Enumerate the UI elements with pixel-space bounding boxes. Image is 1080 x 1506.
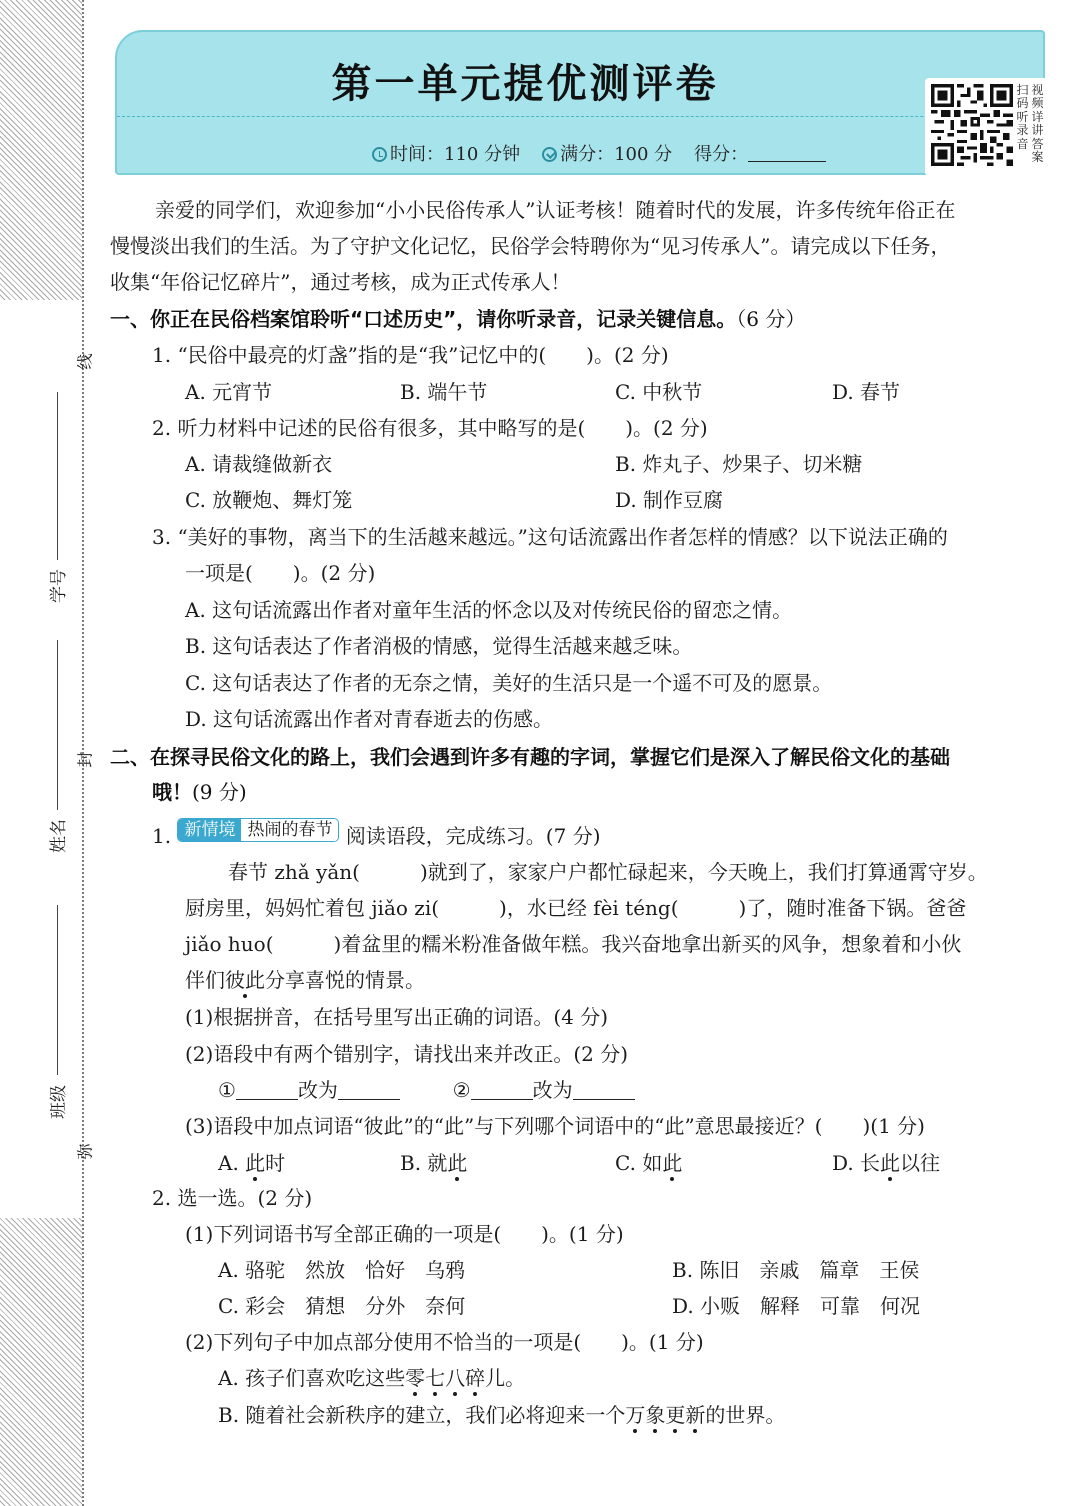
answer-1-marker: ① [218, 1078, 236, 1102]
binding-hatch-bottom [0, 1218, 82, 1506]
s2-q2-sub1-option-d[interactable]: D. 小贩 解释 可靠 何况 [672, 1294, 921, 1318]
binding-hatch-top [0, 0, 82, 300]
dotted-word-bici: 彼此 [225, 968, 265, 992]
sub3-option-c-pre: 如 [642, 1151, 663, 1175]
q1-option-a[interactable]: A. 元宵节 [185, 380, 273, 404]
passage-line-4 [185, 968, 425, 992]
section-1-title: 一、你正在民俗档案馆聆听“口述历史”，请你听录音，记录关键信息。 [110, 307, 737, 331]
sub3-option-d-letter: D. [832, 1151, 854, 1175]
sub3-option-d[interactable] [832, 1151, 940, 1175]
dotted-char: 更 [665, 1403, 686, 1427]
answer-2-correct-blank[interactable] [573, 1082, 635, 1100]
answer-2-marker: ② [452, 1078, 471, 1102]
q2-option-c[interactable]: C. 放鞭炮、舞灯笼 [185, 488, 353, 512]
intro-line-1: 亲爱的同学们，欢迎参加“小小民俗传承人”认证考核！随着时代的发展，许多传统年俗正在 [155, 198, 956, 222]
dotted-char: 八 [445, 1366, 466, 1390]
q1-option-d[interactable]: D. 春节 [832, 380, 901, 404]
passage-line-1: 春节 zhǎ yǎn( )就到了，家家户户都忙碌起来，今天晚上，我们打算通霄守岁。 [228, 860, 988, 884]
dotted-char: 七 [425, 1366, 446, 1390]
sub3-option-c-dotted: 此 [662, 1151, 683, 1175]
sub3-option-d-rest: 以往 [900, 1151, 941, 1175]
sub2-option-a-end: 儿。 [485, 1366, 526, 1390]
sub3-option-c-letter: C. [615, 1151, 636, 1175]
sub2-option-b-end: 的世界。 [705, 1403, 786, 1427]
s2-q1-sub2-answers [218, 1078, 635, 1102]
intro-line-3: 收集“年俗记忆碎片”，通过考核，成为正式传承人！ [110, 270, 571, 294]
q2-option-b[interactable]: B. 炸丸子、炒果子、切米糖 [615, 452, 863, 476]
scenario-tag-label: 新情境 [178, 819, 241, 841]
s2-q2-sub2: (2)下列句子中加点部分使用不恰当的一项是( )。(1 分) [185, 1330, 704, 1354]
sub3-option-b-letter: B. [400, 1151, 422, 1175]
s2-q2-sub1: (1)下列词语书写全部正确的一项是( )。(1 分) [185, 1222, 624, 1246]
binding-mark-feng: 封 [75, 751, 95, 768]
q2-stem: 2. 听力材料中记述的民俗有很多，其中略写的是( )。(2 分) [152, 416, 708, 440]
sub2-option-a-start: A. 孩子们喜欢吃这些 [218, 1366, 406, 1390]
s2-q1-instruction: 阅读语段，完成练习。(7 分) [345, 824, 601, 848]
sub3-option-b-dotted: 此 [447, 1151, 468, 1175]
score-label: 得分： [694, 144, 749, 165]
check-circle-icon [542, 147, 557, 162]
dotted-char: 碎 [465, 1366, 486, 1390]
passage-line-4-end: 分享喜悦的情景。 [265, 968, 425, 992]
answer-1-correct-blank[interactable] [338, 1082, 400, 1100]
q1-stem: 1. “民俗中最亮的灯盏”指的是“我”记忆中的( )。(2 分) [152, 343, 669, 367]
dotted-char: 象 [645, 1403, 666, 1427]
sub3-option-c[interactable] [615, 1151, 682, 1175]
sub2-option-a-dotted [405, 1366, 485, 1390]
s2-q1-header [152, 818, 601, 848]
score-blank[interactable] [748, 146, 826, 162]
q3-option-a[interactable]: A. 这句话流露出作者对童年生活的怀念以及对传统民俗的留恋之情。 [185, 598, 793, 622]
s2-q1-sub2: (2)语段中有两个错别字，请找出来并改正。(2 分) [185, 1042, 629, 1066]
s2-q2-sub2-option-b[interactable] [218, 1403, 785, 1427]
binding-mark-xian: 线 [75, 353, 95, 370]
full-score: 满分：100 分 [560, 144, 673, 165]
time-limit: 时间：110 分钟 [390, 144, 521, 165]
qr-caption [1015, 84, 1047, 164]
xingming-write-line[interactable] [57, 640, 58, 810]
clock-icon [372, 147, 387, 162]
sub3-option-d-dotted: 此 [880, 1151, 901, 1175]
section-1-heading [110, 307, 805, 331]
xuehao-write-line[interactable] [57, 392, 58, 560]
s2-q1-sub3: (3)语段中加点词语“彼此”的“此”与下列哪个词语中的“此”意思最接近？( )(1 分) [185, 1114, 925, 1138]
s2-q2-sub1-option-a[interactable]: A. 骆驼 然放 恰好 乌鸦 [218, 1258, 466, 1282]
banji-label: 班级 [49, 1085, 69, 1119]
answer-2-change: 改为 [532, 1078, 573, 1102]
passage-line-3: jiǎo huo( )着盆里的糯米粉准备做年糕。我兴奋地拿出新买的风争，想象着和小伙 [185, 932, 962, 956]
s2-q2-stem: 2. 选一选。(2 分) [152, 1186, 313, 1210]
q3-option-b[interactable]: B. 这句话表达了作者消极的情感，觉得生活越来越乏味。 [185, 634, 693, 658]
s2-q1-sub1: (1)根据拼音，在括号里写出正确的词语。(4 分) [185, 1005, 609, 1029]
dotted-char: 零 [405, 1366, 426, 1390]
sub3-option-b[interactable] [400, 1151, 467, 1175]
section-2-points: (9 分) [192, 780, 247, 804]
s2-q2-sub1-option-c[interactable]: C. 彩会 猜想 分外 奈何 [218, 1294, 466, 1318]
answer-1-change: 改为 [297, 1078, 338, 1102]
qr-panel [925, 78, 1053, 176]
s2-q2-sub2-option-a[interactable] [218, 1366, 525, 1390]
sub3-option-b-pre: 就 [427, 1151, 448, 1175]
q3-stem-line-1: 3. “美好的事物，离当下的生活越来越远。”这句话流露出作者怎样的情感？以下说法正确的 [152, 525, 948, 549]
answer-1-wrong-blank[interactable] [236, 1082, 298, 1100]
section-2-heading-tail: 哦！ [152, 780, 192, 804]
sub3-option-d-pre: 长 [860, 1151, 881, 1175]
answer-2-wrong-blank[interactable] [471, 1082, 533, 1100]
xingming-label: 姓名 [49, 819, 69, 853]
sub3-option-a[interactable] [218, 1151, 285, 1175]
q3-option-d[interactable]: D. 这句话流露出作者对青春逝去的伤感。 [185, 707, 554, 731]
scenario-tag-topic: 热闹的春节 [241, 819, 338, 841]
sub3-option-a-dotted: 此 [245, 1151, 266, 1175]
passage-line-4-start: 伴们 [185, 968, 225, 992]
binding-mark-mi: 弥 [75, 1143, 95, 1160]
q3-option-c[interactable]: C. 这句话表达了作者的无奈之情，美好的生活只是一个遥不可及的愿景。 [185, 671, 833, 695]
sub2-option-b-start: B. 随着社会新秩序的建立，我们必将迎来一个 [218, 1403, 626, 1427]
exam-meta [372, 140, 826, 166]
section-2-heading-line-1: 二、在探寻民俗文化的路上，我们会遇到许多有趣的字词，掌握它们是深入了解民俗文化的基础 [110, 745, 950, 769]
section-2-heading-line-2 [152, 780, 247, 804]
q3-stem-line-2: 一项是( )。(2 分) [185, 561, 376, 585]
banji-write-line[interactable] [57, 905, 58, 1075]
qr-caption-left: 扫码听录音 [1016, 83, 1029, 151]
intro-line-2: 慢慢淡出我们的生活。为了守护文化记忆，民俗学会特聘你为“见习传承人”。请完成以下任务， [110, 234, 951, 258]
q1-option-c[interactable]: C. 中秋节 [615, 380, 703, 404]
sub3-option-a-rest: 时 [265, 1151, 286, 1175]
dotted-char: 万 [625, 1403, 646, 1427]
exam-title: 第一单元提优测评卷 [331, 61, 719, 107]
sub3-option-a-letter: A. [218, 1151, 239, 1175]
qr-caption-right: 视频详讲答案 [1031, 83, 1044, 165]
xuehao-label: 学号 [49, 569, 69, 603]
scenario-tag [177, 818, 339, 842]
q1-option-b[interactable]: B. 端午节 [400, 380, 488, 404]
passage-line-2: 厨房里，妈妈忙着包 jiǎo zi( )，水已经 fèi téng( )了，随时准备下锅。爸爸 [185, 896, 967, 920]
q2-option-d[interactable]: D. 制作豆腐 [615, 488, 724, 512]
section-1-points: （6 分） [736, 307, 806, 331]
s2-q2-sub1-option-b[interactable]: B. 陈旧 亲戚 篇章 王侯 [672, 1258, 920, 1282]
sub2-option-b-dotted [625, 1403, 705, 1427]
exam-header [115, 30, 1045, 175]
q2-option-a[interactable]: A. 请裁缝做新衣 [185, 452, 333, 476]
header-divider [117, 116, 1043, 117]
qr-code-icon[interactable] [931, 84, 1013, 166]
dotted-char: 新 [685, 1403, 706, 1427]
s2-q1-number: 1. [152, 824, 172, 848]
